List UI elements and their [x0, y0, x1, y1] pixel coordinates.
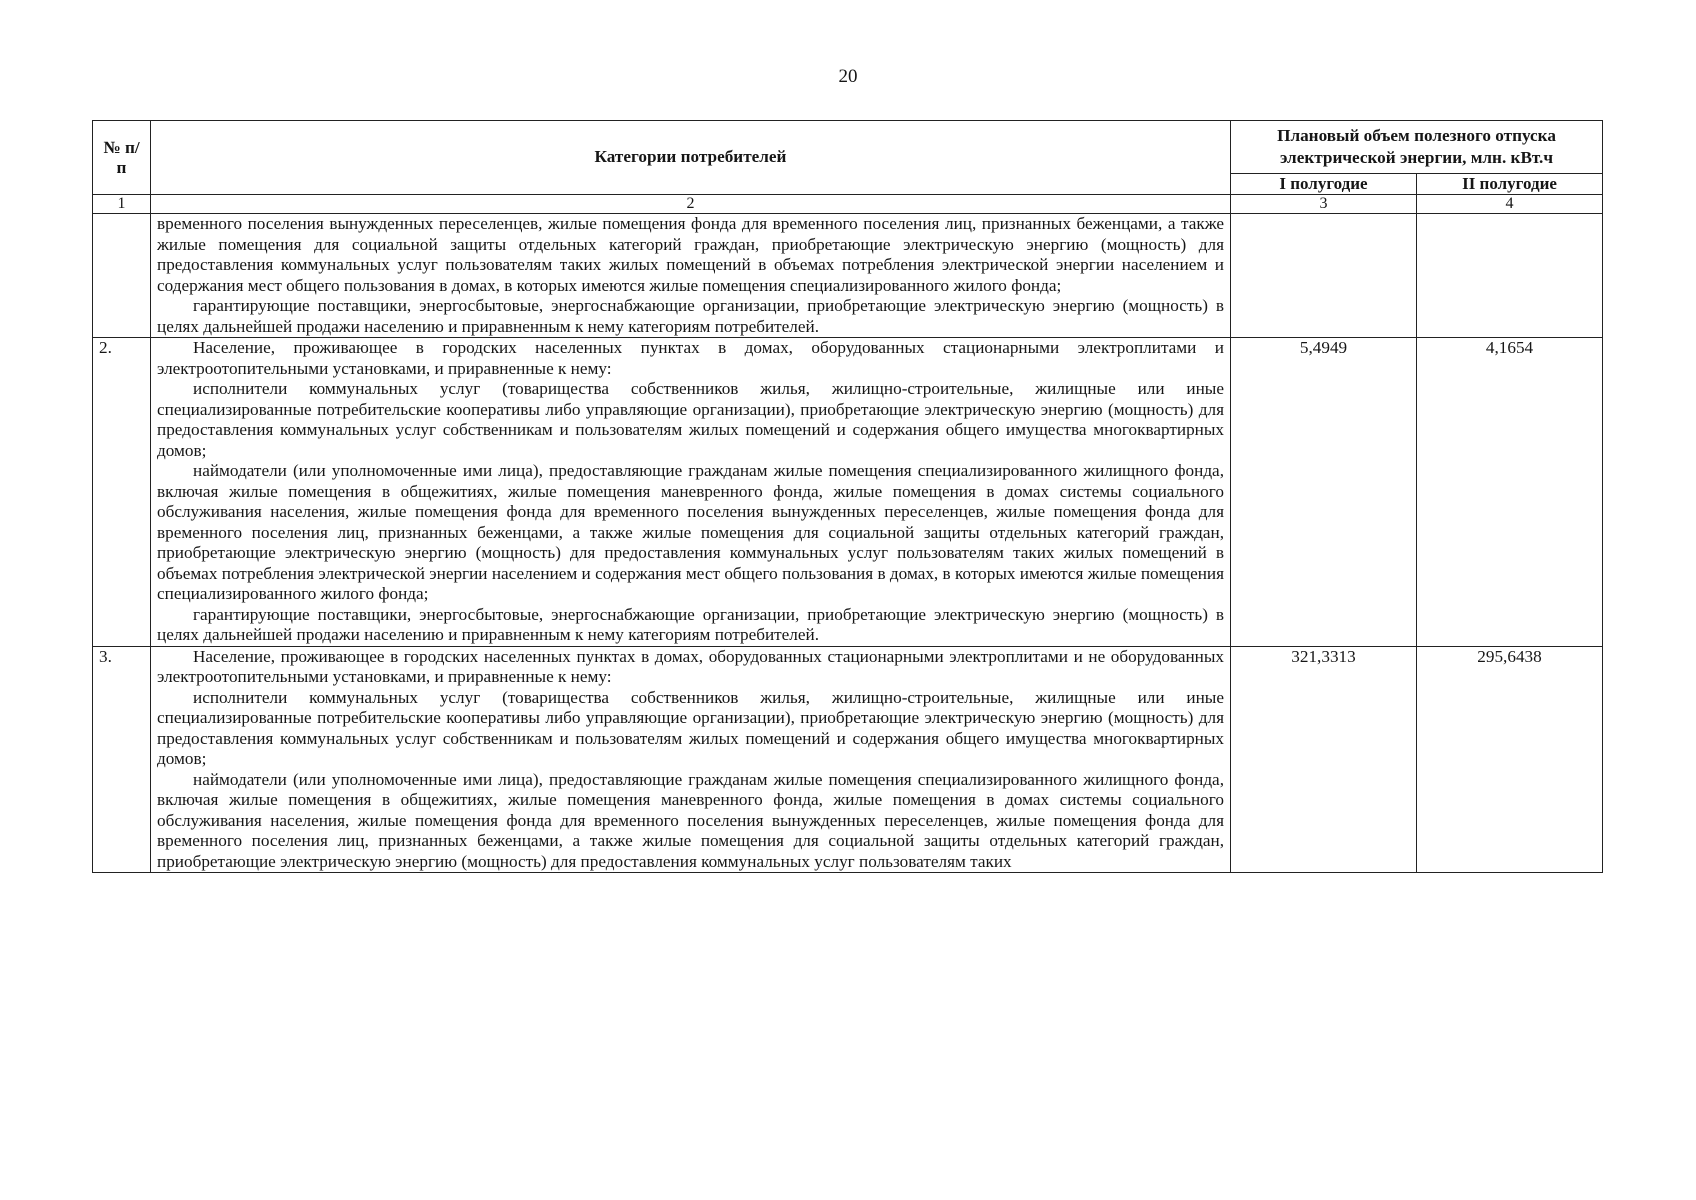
row-paragraph: Население, проживающее в городских населенных пунктах в домах, оборудованных стационарными электроплитами и не оборудованных электроотопительными установками, и приравненные к нему: [157, 646, 1224, 686]
column-number-row [93, 195, 1603, 214]
row-paragraph: наймодатели (или уполномоченные ими лица), предоставляющие гражданам жилые помещения специализированного жилищного фонда, включая жилые помещения в общежитиях, жилые помещения маневренного фонда, жилые помещения в домах системы социального обслуживания населения, жилые помещения фонда для временного поселения вынужденных переселенцев, жилые помещения фонда для временного поселения лиц, признанных беженцами, а также жилые помещения для социальной защиты отдельных категорий граждан, приобретающие электрическую энергию (мощность) для предоставления коммунальных услуг пользователям таких [157, 769, 1224, 871]
row-paragraph: гарантирующие поставщики, энергосбытовые, энергоснабжающие организации, приобретающие электрическую энергию (мощность) в целях дальнейшей продажи населению и приравненным к нему категориям потребителей. [157, 604, 1224, 644]
header-half1: I полугодие [1231, 174, 1417, 195]
header-volume: Плановый объем полезного отпуска электрической энергии, млн. кВт.ч [1231, 121, 1603, 174]
row-half1-value: 321,3313 [1231, 646, 1417, 873]
row-half1-value: 5,4949 [1231, 338, 1417, 647]
row-paragraph: исполнители коммунальных услуг (товарищества собственников жилья, жилищно-строительные, жилищные или иные специализированные потребительские кооперативы либо управляющие организации), приобретающие электрическую энергию (мощность) для предоставления коммунальных услуг собственникам и пользователям жилых помещений и содержания общего имущества многоквартирных домов; [157, 379, 1224, 460]
row-half1-value [1231, 214, 1417, 338]
table-row [93, 214, 1603, 338]
row-paragraph: наймодатели (или уполномоченные ими лица), предоставляющие гражданам жилые помещения специализированного жилищного фонда, включая жилые помещения в общежитиях, жилые помещения маневренного фонда, жилые помещения в домах системы социального обслуживания населения, жилые помещения фонда для временного поселения вынужденных переселенцев, жилые помещения фонда для временного поселения лиц, признанных беженцами, а также жилые помещения для социальной защиты отдельных категорий граждан, приобретающие электрическую энергию (мощность) для предоставления коммунальных услуг пользователям таких жилых помещений в объемах потребления электрической энергии населением и содержания мест общего пользования в домах, в которых имеются жилые помещения специализированного жилого фонда; [157, 461, 1224, 603]
column-number: 4 [1417, 195, 1603, 214]
row-paragraph: гарантирующие поставщики, энергосбытовые, энергоснабжающие организации, приобретающие электрическую энергию (мощность) в целях дальнейшей продажи населению и приравненным к нему категориям потребителей. [157, 296, 1224, 336]
column-number: 2 [151, 195, 1231, 214]
row-paragraph: исполнители коммунальных услуг (товарищества собственников жилья, жилищно-строительные, жилищные или иные специализированные потребительские кооперативы либо управляющие организации), приобретающие электрическую энергию (мощность) для предоставления коммунальных услуг собственникам и пользователям жилых помещений и содержания общего имущества многоквартирных домов; [157, 687, 1224, 768]
row-category-text [151, 214, 1231, 338]
row-num: 3. [93, 646, 151, 873]
row-half2-value: 4,1654 [1417, 338, 1603, 647]
row-num [93, 214, 151, 338]
row-num: 2. [93, 338, 151, 647]
row-category-text [151, 646, 1231, 873]
header-num: № п/п [93, 121, 151, 195]
header-half2: II полугодие [1417, 174, 1603, 195]
consumption-table [92, 120, 1603, 873]
row-category-text [151, 338, 1231, 647]
page-number: 20 [838, 66, 858, 87]
table-row [93, 338, 1603, 647]
column-number: 1 [93, 195, 151, 214]
table-row [93, 646, 1603, 873]
column-number: 3 [1231, 195, 1417, 214]
row-half2-value [1417, 214, 1603, 338]
header-category: Категории потребителей [151, 121, 1231, 195]
row-paragraph: временного поселения вынужденных переселенцев, жилые помещения фонда для временного поселения лиц, признанных беженцами, а также жилые помещения для социальной защиты отдельных категорий граждан, приобретающие электрическую энергию (мощность) для предоставления коммунальных услуг пользователям таких жилых помещений в объемах потребления электрической энергии населением и содержания мест общего пользования в домах, в которых имеются жилые помещения специализированного жилого фонда; [157, 214, 1224, 295]
row-paragraph: Население, проживающее в городских населенных пунктах в домах, оборудованных стационарными электроплитами и электроотопительными установками, и приравненные к нему: [157, 338, 1224, 378]
row-half2-value: 295,6438 [1417, 646, 1603, 873]
table-header-row [93, 121, 1603, 174]
